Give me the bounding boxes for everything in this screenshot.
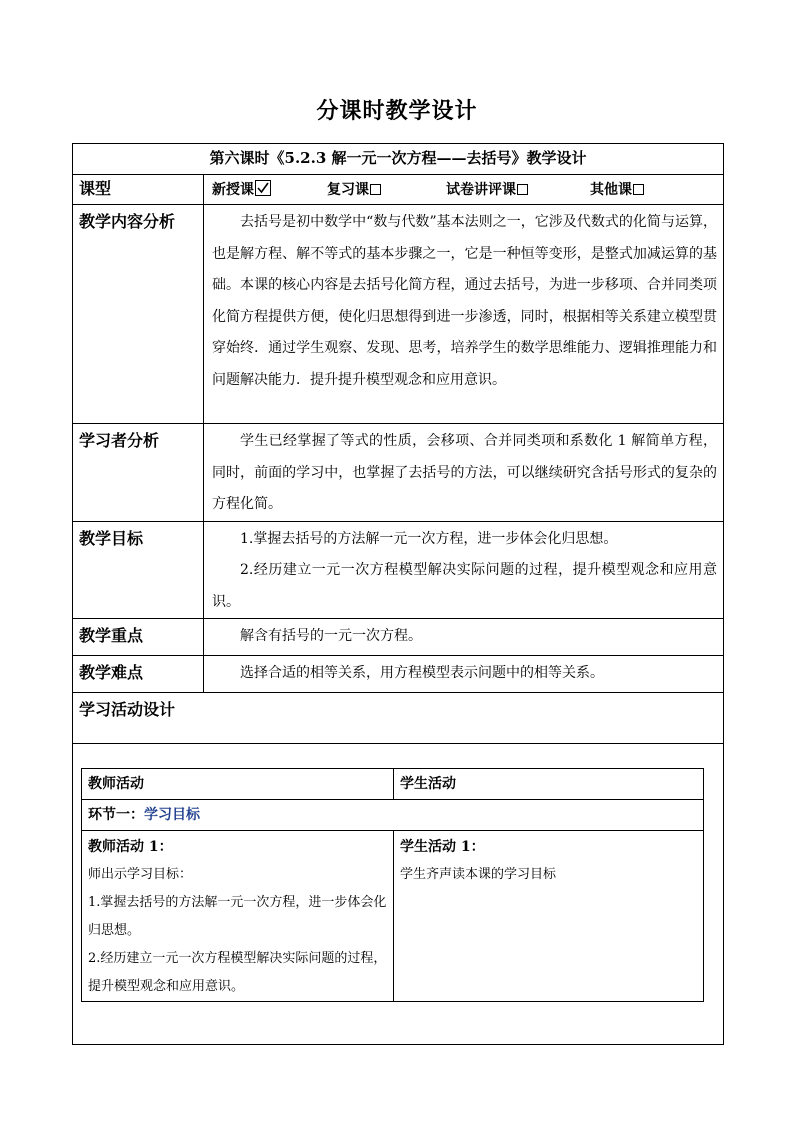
section-name: 学习目标 — [144, 807, 200, 823]
course-type-label: 课型 — [73, 175, 204, 205]
difficulties-cell — [204, 656, 724, 693]
learner-analysis-row — [73, 424, 724, 522]
activity-design-cell — [73, 744, 724, 1045]
unchecked-box-icon[interactable] — [633, 184, 644, 195]
student-activity-line-1: 学生齐声读本课的学习目标 — [400, 867, 557, 882]
content-analysis-row — [73, 205, 724, 424]
unchecked-box-icon[interactable] — [370, 184, 381, 195]
difficulties-text: 选择合适的相等关系，用方程模型表示问题中的相等关系。 — [240, 665, 604, 681]
key-points-text: 解含有括号的一元一次方程。 — [240, 628, 422, 644]
student-activity-title: 学生活动 1： — [400, 839, 485, 855]
option-review-lesson[interactable] — [327, 175, 381, 205]
goal-item-1: 1.掌握去括号的方法解一元一次方程，进一步体会化归思想。 — [240, 530, 618, 547]
key-points-row — [73, 619, 724, 656]
unchecked-box-icon[interactable] — [517, 184, 528, 195]
option-exam-review-lesson[interactable] — [446, 175, 528, 205]
course-type-options — [204, 175, 724, 205]
option-exam-review-lesson-label: 试卷讲评课 — [446, 182, 516, 198]
option-other-lesson-label: 其他课 — [590, 182, 632, 198]
learner-analysis-text: 学生已经掌握了等式的性质，会移项、合并同类项和系数化 1 解简单方程，同时，前面的学习中，也掌握了去括号的方法，可以继续研究含括号形式的复杂的方程化简。 — [212, 433, 718, 512]
content-analysis-text: 去括号是初中数学中“数与代数”基本法则之一，它涉及代数式的化简与运算，也是解方程、解不等式的基本步骤之一，它是一种恒等变形，是整式加减运算的基础。本课的核心内容是去括号化简方程，通过去括号，为进一步移项、合并同类项化简方程提供方便，使化归思想得到进一步渗透，同时，根据相等关系建立模型贯穿始终．通过学生观察、发现、思考，培养学生的数学思维能力、逻辑推理能力和问题解决能力．提升提升模型观念和应用意识。 — [212, 214, 718, 388]
key-points-label: 教学重点 — [73, 619, 204, 656]
student-activity-header: 学生活动 — [394, 769, 704, 800]
option-new-lesson[interactable] — [212, 175, 271, 205]
teacher-activity-header: 教师活动 — [82, 769, 394, 800]
lesson-plan-table — [72, 143, 724, 1045]
checked-box-icon[interactable] — [255, 180, 271, 196]
difficulties-label: 教学难点 — [73, 656, 204, 693]
lesson-title: 第六课时《5.2.3 解一元一次方程——去括号》教学设计 — [73, 144, 724, 175]
content-analysis-cell — [204, 205, 724, 424]
teacher-activity-line-3: 2.经历建立一元一次方程模型解决实际问题的过程，提升模型观念和应用意识。 — [88, 951, 387, 994]
section-one-row — [82, 800, 704, 831]
learner-analysis-cell — [204, 424, 724, 522]
key-points-cell — [204, 619, 724, 656]
learner-analysis-label: 学习者分析 — [73, 424, 204, 522]
document-title: 分课时教学设计 — [316, 98, 478, 124]
section-prefix: 环节一： — [88, 807, 144, 823]
course-type-row — [73, 175, 724, 205]
goal-item-2: 2.经历建立一元一次方程模型解决实际问题的过程，提升模型观念和应用意识。 — [212, 562, 718, 610]
activity-design-header-row — [73, 693, 724, 744]
difficulties-row — [73, 656, 724, 693]
option-review-lesson-label: 复习课 — [327, 182, 369, 198]
teacher-activity-cell — [82, 831, 394, 1002]
option-new-lesson-label: 新授课 — [212, 182, 254, 198]
activity-design-label: 学习活动设计 — [73, 693, 724, 744]
option-other-lesson[interactable] — [590, 175, 644, 205]
teacher-activity-line-2: 1.掌握去括号的方法解一元一次方程，进一步体会化归思想。 — [88, 895, 387, 938]
goals-cell — [204, 521, 724, 619]
teacher-activity-line-1: 师出示学习目标： — [88, 867, 193, 882]
activity-design-row — [73, 744, 724, 1045]
goals-row — [73, 521, 724, 619]
content-analysis-label: 教学内容分析 — [73, 205, 204, 424]
student-activity-cell — [394, 831, 704, 1002]
teacher-activity-title: 教师活动 1： — [88, 839, 173, 855]
activity-table — [81, 768, 704, 1002]
goals-label: 教学目标 — [73, 521, 204, 619]
